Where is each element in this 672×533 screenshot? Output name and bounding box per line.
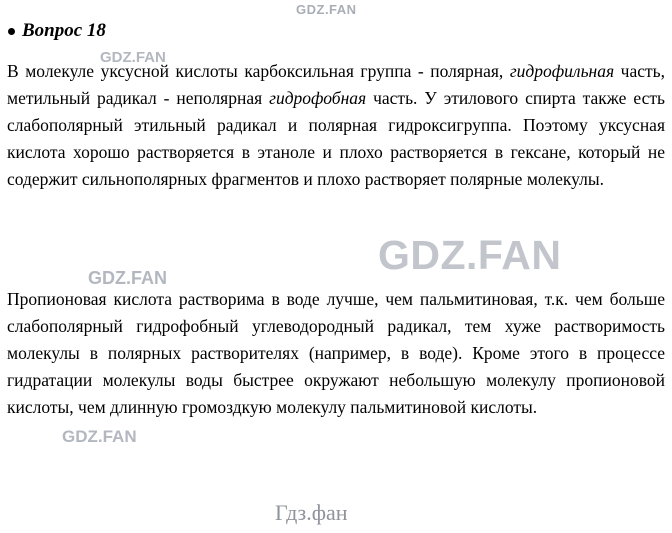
watermark-upper: GDZ.FAN xyxy=(100,49,166,66)
question-title-row xyxy=(8,20,106,42)
watermark-footer: Гдз.фан xyxy=(275,500,348,525)
paragraph1-italic-hydrophobic: гидрофобная xyxy=(269,88,367,108)
page-title: Вопрос 18 xyxy=(22,20,106,41)
watermark-large: GDZ.FAN xyxy=(378,232,562,278)
paragraph1-italic-hydrophilic: гидрофильная xyxy=(509,61,615,81)
answer-paragraph-2: Пропионовая кислота растворима в воде лучше, чем пальмитиновая, т.к. чем больше слабополярный гидрофобный углеводородный радикал, тем хуже растворимость молекулы в полярных растворителях (например, в воде). Кроме этого в процессе гидратации молекулы воды быстрее окружают небольшую молекулу пропионовой кислоты, чем длинную громоздкую молекулу пальмитиновой кислоты. xyxy=(7,289,665,417)
paragraph1-segment-1: В молекуле уксусной кислоты карбоксильная группа - полярная, xyxy=(7,61,510,81)
answer-paragraph-1 xyxy=(7,58,665,193)
watermark-top: GDZ.FAN xyxy=(296,2,357,17)
paragraph1-segment-2: часть, метильный радикал - неполярная xyxy=(7,61,665,108)
bullet-icon xyxy=(8,28,15,35)
watermark-lower: GDZ.FAN xyxy=(62,427,137,446)
watermark-middle: GDZ.FAN xyxy=(88,268,167,288)
paragraph1-segment-3: часть. У этилового спирта также есть слабополярный этильный радикал и полярная гидроксигруппа. Поэтому уксусная кислота хорошо растворяется в этаноле и плохо растворяется в гексане, который не содержит сильнополярных фрагментов и плохо растворяет полярные молекулы. xyxy=(7,88,665,189)
